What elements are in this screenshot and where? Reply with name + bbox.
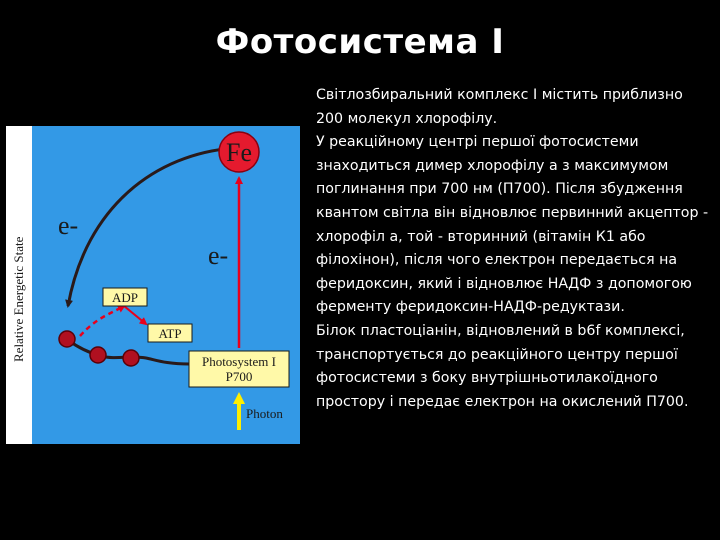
paragraph: Світлозбиральний комплекс І містить приблизно 200 молекул хлорофілу. xyxy=(316,87,683,127)
photosystem-label: Photosystem I xyxy=(201,354,277,369)
atp-label: ATP xyxy=(158,326,182,341)
diagram-canvas xyxy=(6,126,300,444)
axis-label: Relative Energetic State xyxy=(11,236,26,362)
photosystem-diagram xyxy=(6,126,300,444)
slide-title: Фотосистема I xyxy=(215,22,505,62)
electron-label-right: e- xyxy=(208,241,229,270)
fe-label: Fe xyxy=(226,138,252,167)
adp-label: ADP xyxy=(111,290,139,305)
carrier-dot xyxy=(59,331,75,347)
carrier-dot xyxy=(90,347,106,363)
photon-label: Photon xyxy=(246,406,283,421)
electron-label-left: e- xyxy=(58,211,79,240)
paragraph: Білок пластоціанін, відновлений в b6f комплексі, транспортується до реакційного центру першої фотосистеми з боку внутрішньотилакоїдного простору і передає електрон на окислений П700. xyxy=(316,322,689,410)
paragraph: У реакційному центрі першої фотосистеми знаходиться димер хлорофілу а з максимумом поглинання при 700 нм (П700). Після збудження квантом світла він відновлює первинний акцептор - хлорофіл а, той - вторинний (вітамін К1 або філохінон), після чого електрон передається на феридоксин, який і відновлює НАДФ з допомогою ферменту феридоксин-НАДФ-редуктази. xyxy=(316,134,709,316)
p700-label: P700 xyxy=(225,369,253,384)
description-text xyxy=(316,84,712,414)
carrier-dot xyxy=(123,350,139,366)
